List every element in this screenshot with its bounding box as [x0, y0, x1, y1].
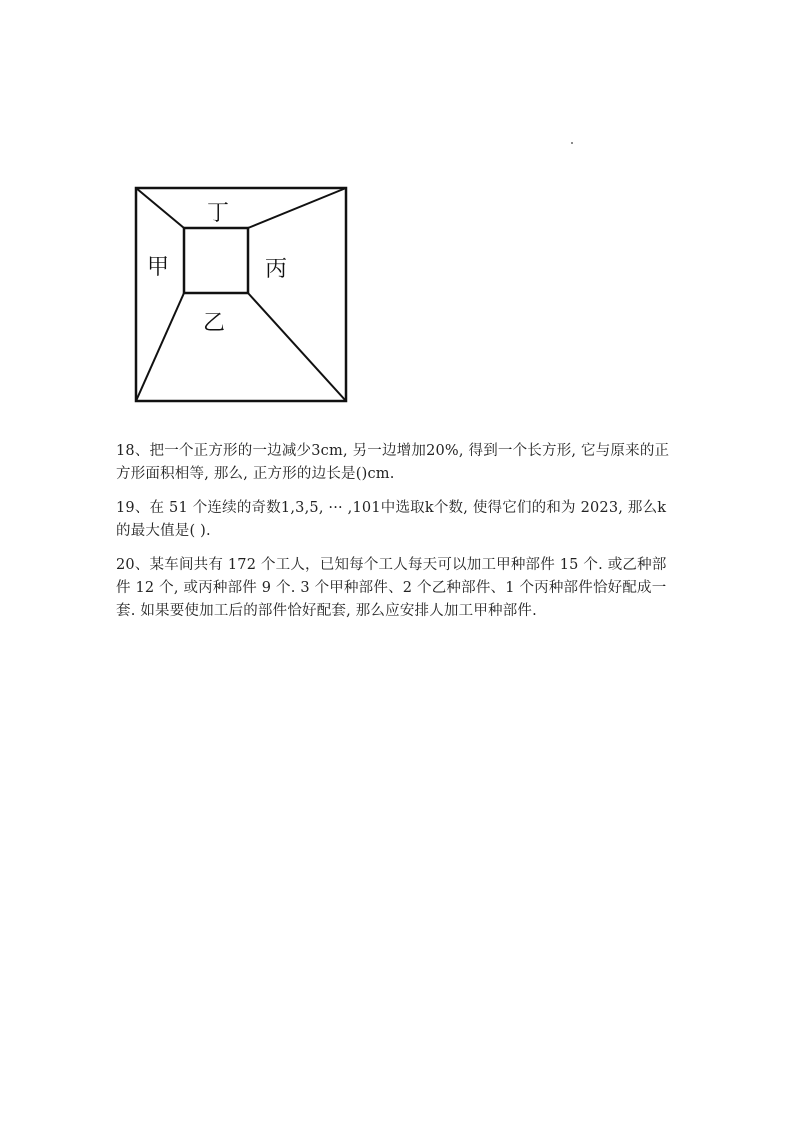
problem-20: 20、某车间共有 172 个工人，已知每个工人每天可以加工甲种部件 15 个. 或乙种部件 12 个, 或丙种部件 9 个. 3 个甲种部件、2 个乙种部件、1 个丙种部件恰好配成一套. 如果要使加工后的部件恰好配套, 那么应安排人加工甲种部件.: [116, 557, 667, 619]
square-diagram: [130, 184, 352, 406]
problem-19: 19、在 51 个连续的奇数1,3,5, ··· ,101中选取k个数, 使得它们的和为 2023, 那么k的最大值是( ).: [116, 500, 667, 539]
problem-18: 18、把一个正方形的一边减少3cm, 另一边增加20%, 得到一个长方形, 它与原来的正方形面积相等, 那么, 正方形的边长是()cm.: [116, 443, 670, 482]
region-label-yi: 乙: [202, 311, 226, 336]
region-label-bing: 丙: [264, 257, 288, 282]
problem-list: [116, 440, 676, 634]
diagonal-top-left: [136, 188, 184, 228]
diagonal-bottom-right: [248, 293, 346, 401]
diagonal-bottom-left: [136, 293, 184, 401]
diagonal-top-right: [248, 188, 346, 228]
stray-dot: [571, 142, 573, 144]
region-label-ding: 丁: [206, 201, 230, 226]
outer-square: [136, 188, 346, 401]
region-label-jia: 甲: [146, 255, 170, 280]
square-diagram-svg: [130, 184, 352, 406]
inner-square: [184, 228, 248, 293]
